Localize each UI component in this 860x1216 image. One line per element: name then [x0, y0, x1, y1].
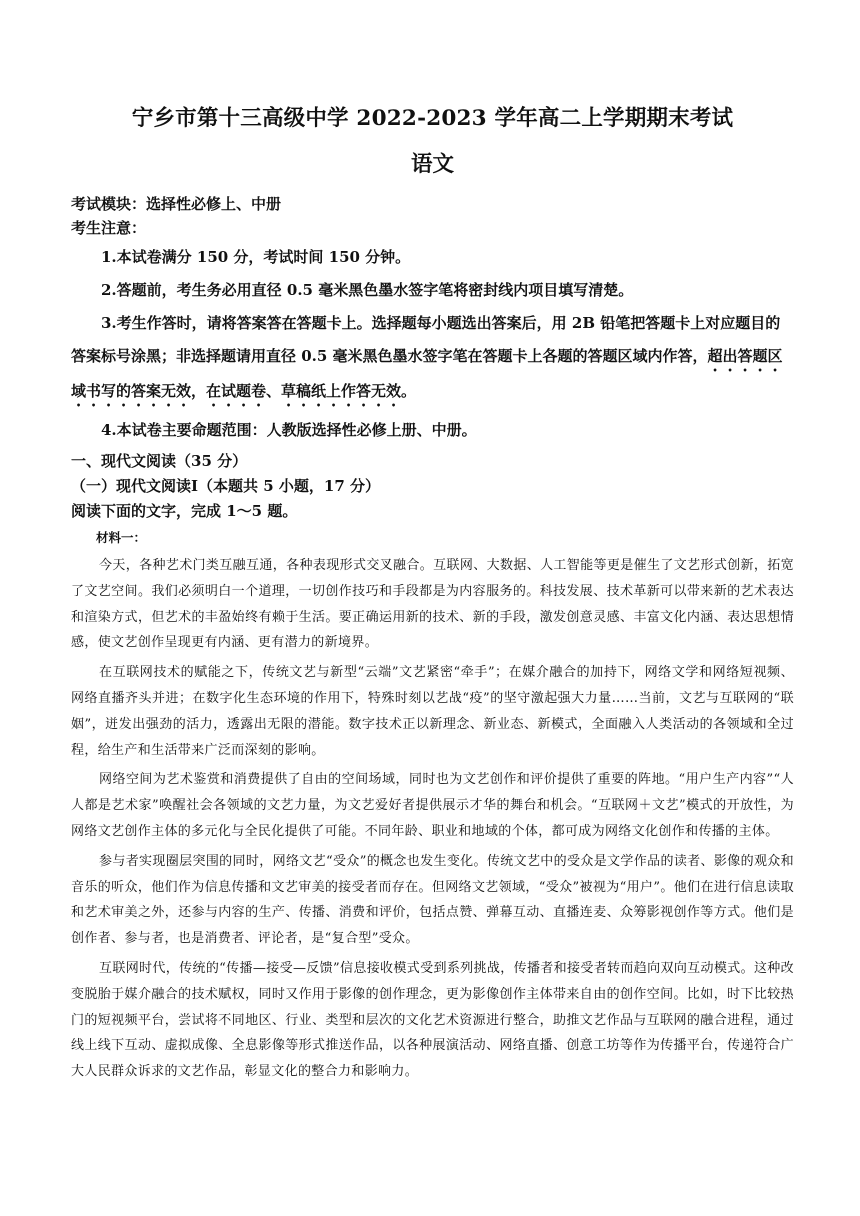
material-label: 材料一：	[96, 530, 147, 545]
notice-item-3-text: 3.考生作答时，请将答案答在答题卡上。选择题每小题选出答案后，用 2B 铅笔把答题卡上对应题目的答案标号涂黑；非选择题请用直径 0.5 毫米黑色墨水签字笔在答题卡上各题的答题区域内作答，	[71, 314, 781, 365]
notice-item-3-period: 。	[401, 382, 417, 400]
notice-heading: 考生注意：	[71, 219, 147, 237]
paragraph-2: 在互联网技术的赋能之下，传统文艺与新型“云端”文艺紧密“牵手”；在媒介融合的加持下，网络文学和网络短视频、网络直播齐头并进；在数字化生态环境的作用下，特殊时刻以艺战“疫”的坚守激起强大力量……当前，文艺与互联网的“联姻”，迸发出强劲的活力，透露出无限的潜能。数字技术正以新理念、新业态、新模式，全面融入人类活动的各领域和全过程，给生产和生活带来广泛而深刻的影响。	[71, 665, 794, 758]
notice-item-3-emphasis-a: 超出答题区域书写的答案无效	[71, 347, 783, 400]
notice-item-3-emphasis-b: 在试题卷、草稿纸上作答无效	[206, 382, 402, 400]
paragraph-1: 今天，各种艺术门类互融互通，各种表现形式交叉融合。互联网、大数据、人工智能等更是催生了文艺形式创新，拓宽了文艺空间。我们必须明白一个道理，一切创作技巧和手段都是为内容服务的。科技发展、技术革新可以带来新的艺术表达和渲染方式，但艺术的丰盈始终有赖于生活。要正确运用新的技术、新的手段，激发创意灵感、丰富文化内涵、表达思想情感，使文艺创作呈现更有内涵、更有潜力的新境界。	[71, 558, 794, 651]
paragraph-4: 参与者实现圈层突围的同时，网络文艺“受众”的概念也发生变化。传统文艺中的受众是文学作品的读者、影像的观众和音乐的听众，他们作为信息传播和文艺审美的接受者而存在。但网络文艺领域，“受众”被视为“用户”。他们在进行信息读取和艺术审美之外，还参与内容的生产、传播、消费和评价，包括点赞、弹幕互动、直播连麦、众筹影视创作等方式。他们是创作者、参与者，也是消费者、评论者，是“复合型”受众。	[71, 853, 794, 947]
exam-title: 宁乡市第十三高级中学 2022-2023 学年高二上学期期末考试	[131, 106, 734, 131]
notice-item-2: 2.答题前，考生务必用直径 0.5 毫米黑色墨水签字笔将密封线内项目填写清楚。	[101, 281, 634, 299]
notice-item-4: 4.本试卷主要命题范围：人教版选择性必修上册、中册。	[101, 421, 477, 439]
notice-item-3	[71, 307, 794, 410]
exam-subject: 语文	[410, 152, 454, 177]
exam-module: 考试模块：选择性必修上、中册	[71, 195, 282, 213]
paragraph-3: 网络空间为艺术鉴赏和消费提供了自由的空间场域，同时也为文艺创作和评价提供了重要的阵地。“用户生产内容”“人人都是艺术家”唤醒社会各领域的文艺力量，为文艺爱好者提供展示才华的舞台和机会。“互联网＋文艺”模式的开放性，为网络文艺创作主体的多元化与全民化提供了可能。不同年龄、职业和地域的个体，都可成为网络文化创作和传播的主体。	[71, 772, 794, 839]
subsection-heading: （一）现代文阅读Ⅰ（本题共 5 小题，17 分）	[71, 477, 380, 495]
reading-instruction: 阅读下面的文字，完成 1～5 题。	[71, 502, 298, 520]
notice-item-3-comma: ，	[191, 382, 207, 400]
notice-item-1: 1.本试卷满分 150 分，考试时间 150 分钟。	[101, 248, 411, 266]
section-heading: 一、现代文阅读（35 分）	[71, 452, 248, 470]
paragraph-5: 互联网时代，传统的“传播—接受—反馈”信息接收模式受到系列挑战，传播者和接受者转而趋向双向互动模式。这种改变脱胎于媒介融合的技术赋权，同时又作用于影像的创作理念，更为影像创作主体带来自由的创作空间。比如，时下比较热门的短视频平台，尝试将不同地区、行业、类型和层次的文化艺术资源进行整合，助推文艺作品与互联网的融合进程，通过线上线下互动、虚拟成像、全息影像等形式推送作品，以各种展演活动、网络直播、创意工坊等作为传播平台，传递符合广大人民群众诉求的文艺作品，彰显文化的整合力和影响力。	[71, 960, 794, 1080]
